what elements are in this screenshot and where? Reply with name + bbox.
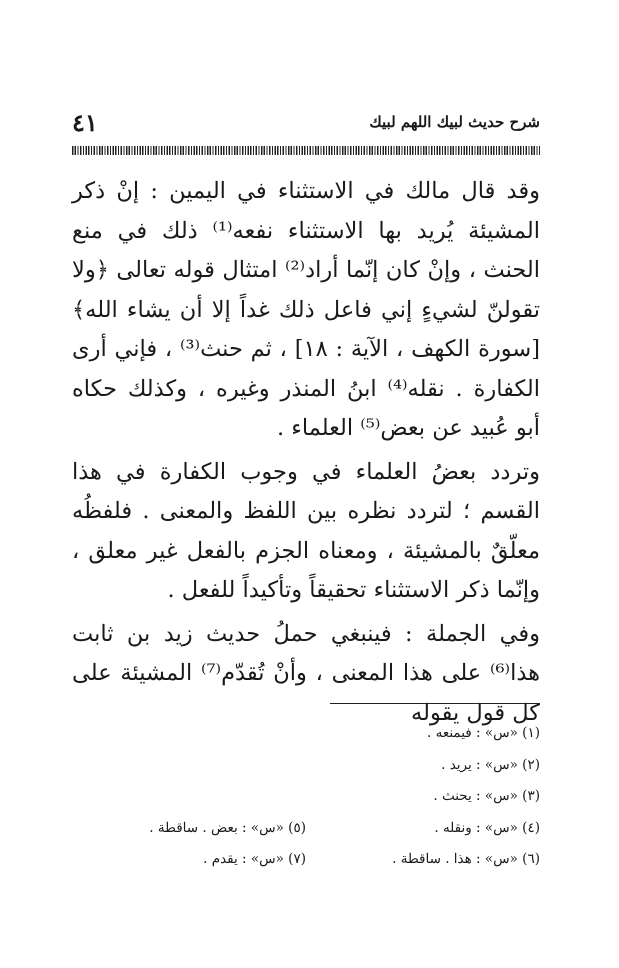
footnote: (١) «س» : فيمنعه . [427, 725, 540, 741]
footnote-separator [330, 703, 540, 704]
footnote: (٥) «س» : بعض . ساقطة . [149, 819, 306, 836]
paragraph: وفي الجملة : فينبغي حملُ حديث زيد بن ثابت هذا⁽⁶⁾ على هذا المعنى ، وأنْ تُقدّم⁽⁷⁾ المشيئة على كل قول يقوله [72, 620, 540, 726]
footnote: (٢) «س» : يريد . [441, 756, 540, 773]
footnotes [72, 718, 540, 876]
footnote: (٤) «س» : ونقله . [434, 819, 540, 836]
paragraph: وتردد بعضُ العلماء في وجوب الكفارة في هذا القسم ؛ لتردد نظره بين اللفظ والمعنى . فلفظُه معلّقٌ بالمشيئة ، ومعناه الجزم بالفعل غير معلق ، وإنّما ذكر الاستثناء تحقيقاً وتأكيداً للفعل . [72, 458, 540, 603]
page-header [72, 104, 540, 140]
footnote-row [72, 813, 540, 845]
footnote: (٧) «س» : يقدم . [203, 851, 306, 867]
footnote: (٦) «س» : هذا . ساقطة . [392, 851, 540, 867]
footnote-row [72, 718, 540, 750]
running-title: شرح حديث لبيك اللهم لبيك [369, 113, 540, 131]
page-number: ٤١ [72, 107, 98, 137]
footnote-row [72, 844, 540, 876]
footnote-row [72, 781, 540, 813]
footnote: (٣) «س» : يحنث . [433, 788, 540, 804]
header-divider [72, 146, 540, 155]
main-text [72, 172, 540, 733]
paragraph: وقد قال مالك في الاستثناء في اليمين : إنْ ذكر المشيئة يُريد بها الاستثناء نفعه⁽¹⁾ ذلك في منع الحنث ، وإنْ كان إنّما أراد⁽²⁾ امتثال قوله تعالى ﴿ولا تقولنّ لشيءٍ إني فاعل ذلك غداً إلا أن يشاء الله﴾ [سورة الكهف ، الآية : ١٨] ، ثم حنث⁽³⁾ ، فإني أرى الكفارة . نقله⁽⁴⁾ ابنُ المنذر وغيره ، وكذلك حكاه أبو عُبيد عن بعض⁽⁵⁾ العلماء . [72, 178, 541, 441]
footnote-row [72, 750, 540, 782]
